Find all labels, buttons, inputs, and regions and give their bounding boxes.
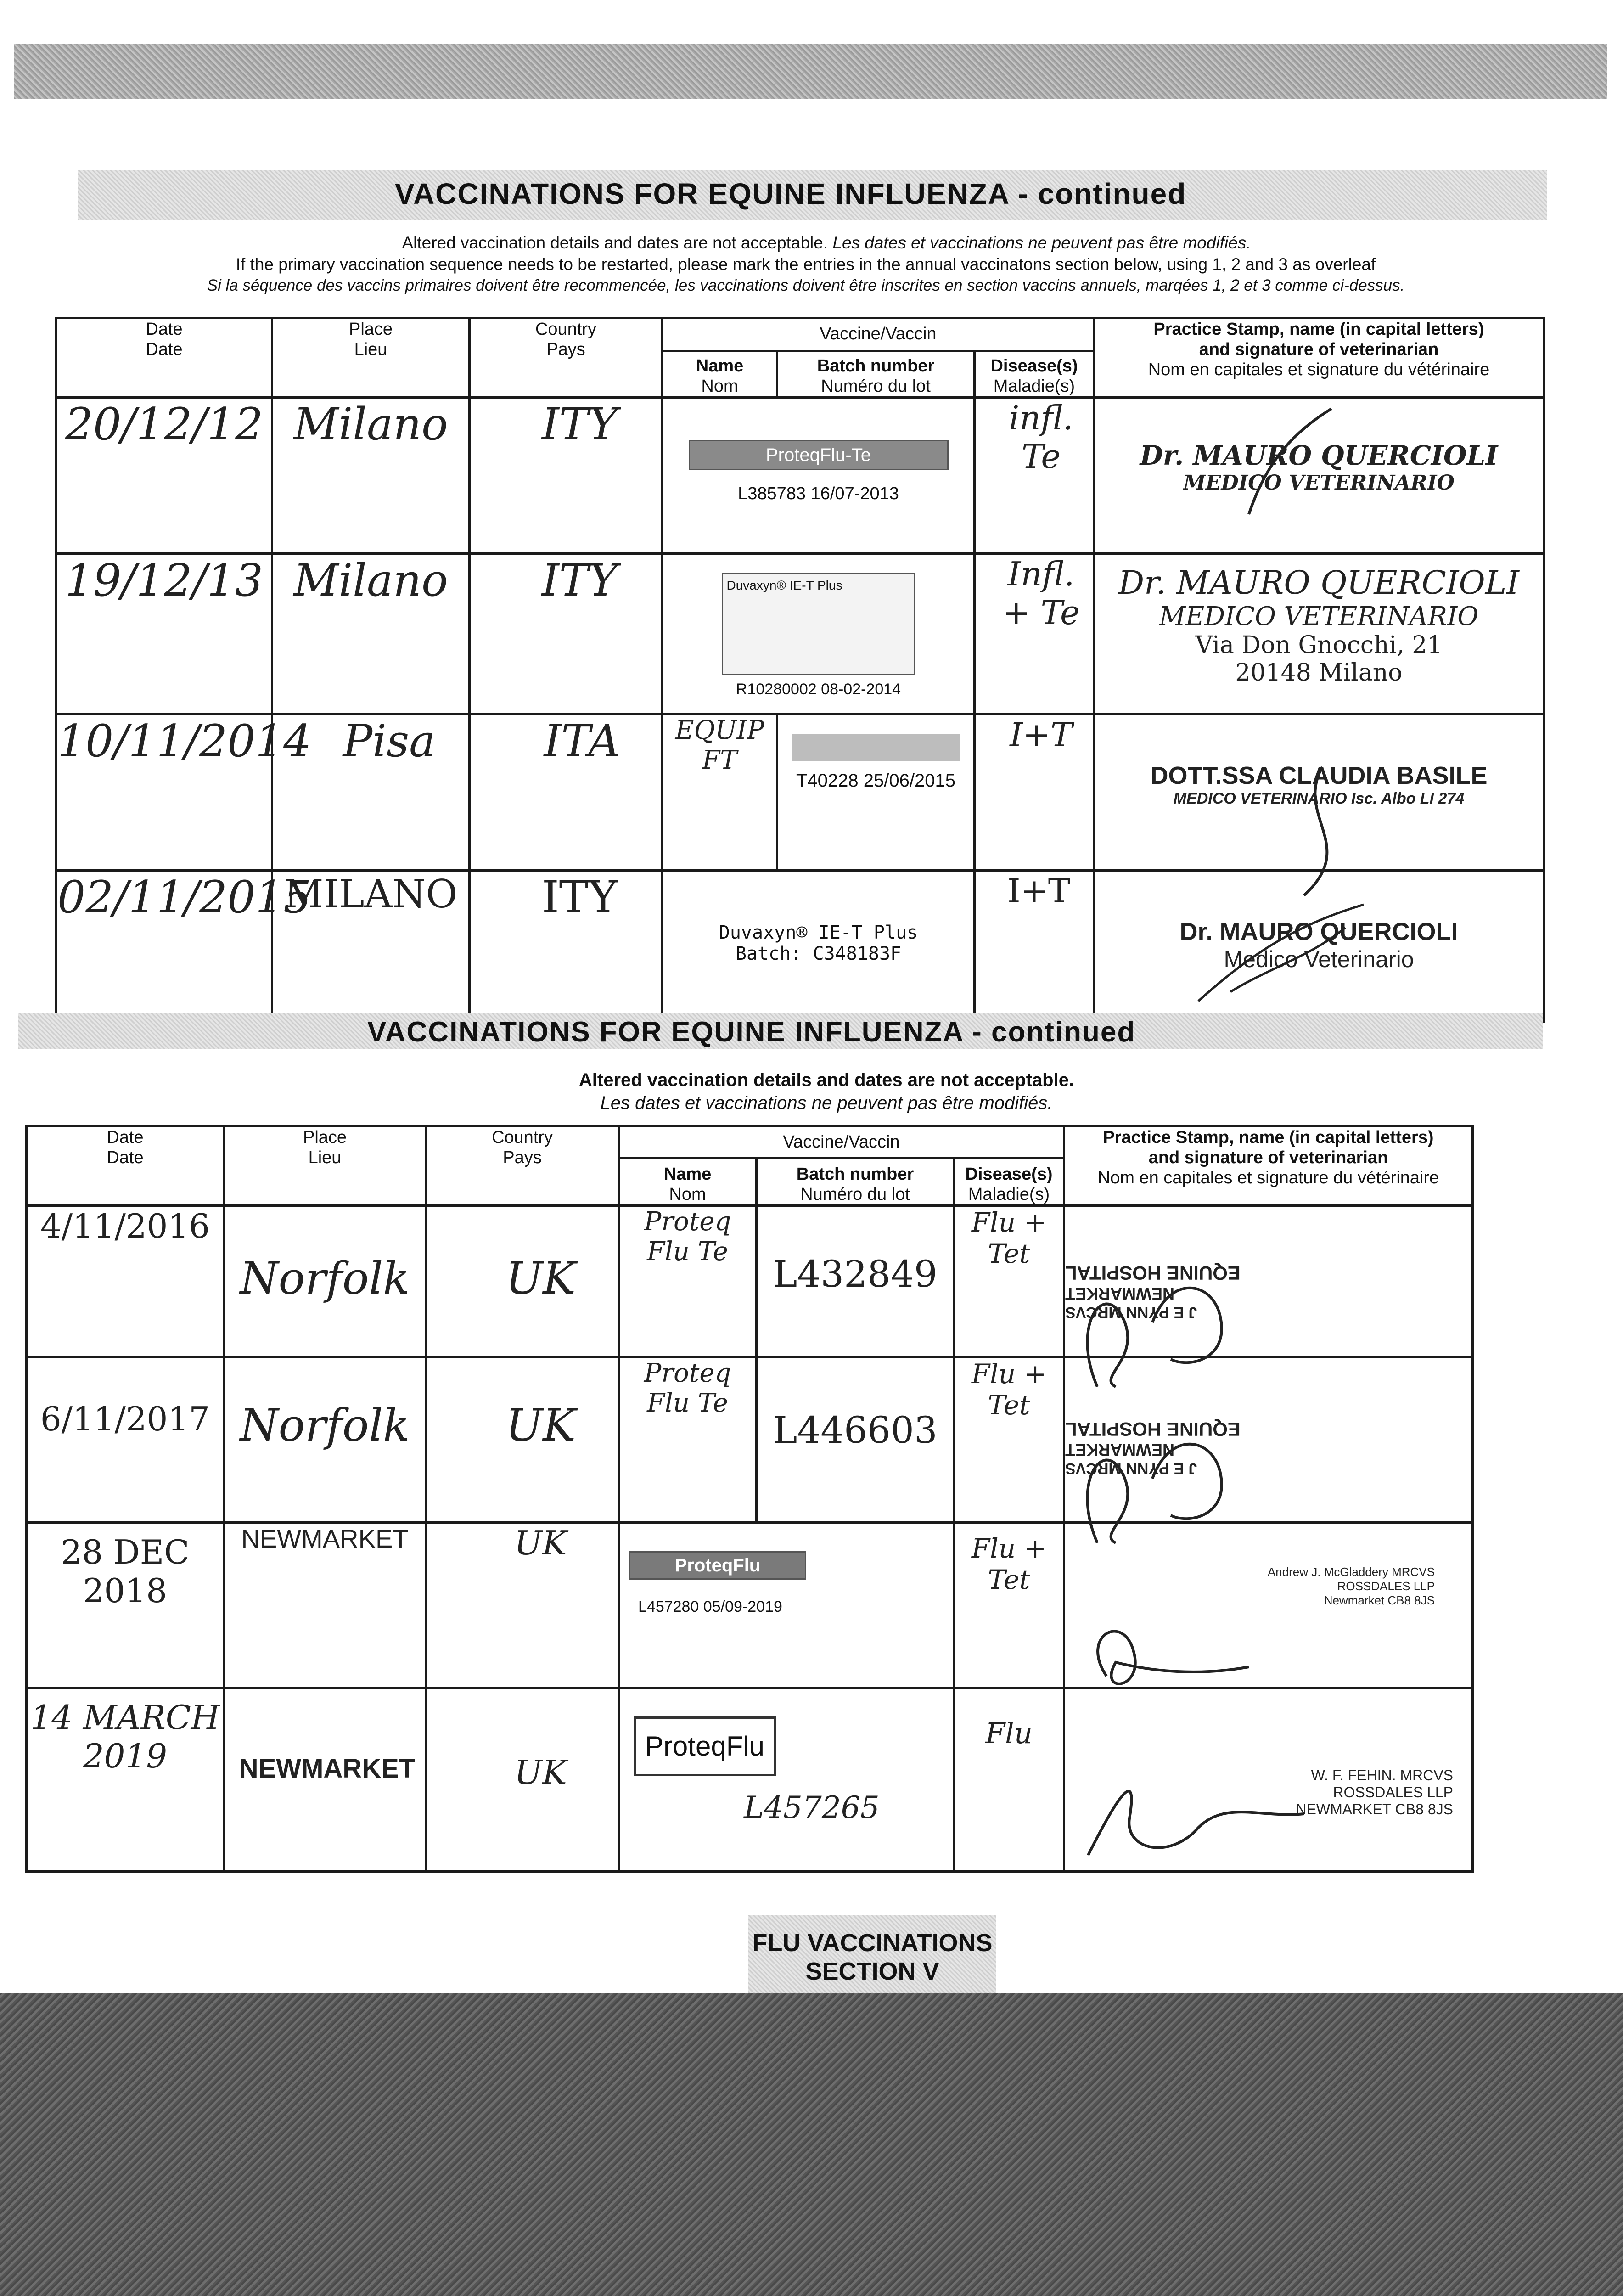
row-date: 4/11/2016	[27, 1206, 224, 1357]
row-country: ITY	[470, 554, 663, 715]
top-section-heading: VACCINATIONS FOR EQUINE INFLUENZA - continued	[395, 177, 1187, 210]
header-disease: Disease(s) Maladie(s)	[975, 351, 1094, 398]
footer-line-2: SECTION V	[805, 1958, 939, 1985]
row-place: Norfolk	[224, 1357, 426, 1523]
batch-label: T40228 25/06/2015	[796, 771, 955, 791]
row-stamp: EQUINE HOSPITAL NEWMARKET J E PYNN MRCVS	[1064, 1357, 1473, 1523]
bottom-note-2: Les dates et vaccinations ne peuvent pas être modifiés.	[600, 1093, 1053, 1113]
row-stamp: Dr. MAURO QUERCIOLI MEDICO VETERINARIO Via Don Gnocchi, 21 20148 Milano	[1094, 554, 1544, 715]
header-name: Name Nom	[619, 1159, 757, 1206]
header-batch: Batch number Numéro du lot	[777, 351, 975, 398]
row-disease: Flu + Tet	[954, 1523, 1064, 1688]
signature-bottom-row2	[1070, 1424, 1253, 1552]
row-country: UK	[426, 1688, 619, 1872]
row-date: 6/11/2017	[27, 1357, 224, 1523]
row-country: UK	[426, 1523, 619, 1688]
header-practice-stamp: Practice Stamp, name (in capital letters) and signature of veterinarian Nom en capitales et signature du vétérinaire	[1064, 1126, 1473, 1206]
row-stamp: Dr. MAURO QUERCIOLI MEDICO VETERINARIO	[1094, 398, 1544, 554]
top-note-1-en: Altered vaccination details and dates are not acceptable.	[402, 233, 828, 252]
row-country: UK	[426, 1206, 619, 1357]
header-country: Country Pays	[426, 1126, 619, 1206]
table-row	[56, 554, 1544, 715]
row-country: ITY	[470, 871, 663, 1022]
row-place: MILANO	[272, 871, 470, 1022]
row-disease: Flu + Tet	[954, 1206, 1064, 1357]
header-practice-stamp: Practice Stamp, name (in capital letters) and signature of veterinarian Nom en capitales et signature du vétérinaire	[1094, 318, 1544, 398]
row-date: 10/11/2014	[56, 715, 272, 871]
footer-line-1: FLU VACCINATIONS	[752, 1929, 993, 1957]
header-vaccine: Vaccine/Vaccin	[663, 318, 1094, 351]
header-country: Country Pays	[470, 318, 663, 398]
row-batch	[777, 715, 975, 871]
row-date: 19/12/13	[56, 554, 272, 715]
header-date: Date Date	[56, 318, 272, 398]
bottom-section-heading: VACCINATIONS FOR EQUINE INFLUENZA - continued	[367, 1016, 1136, 1048]
row-vaccine-label	[619, 1523, 954, 1688]
bottom-note-1: Altered vaccination details and dates are not acceptable.	[578, 1070, 1074, 1090]
table-row	[27, 1523, 1473, 1688]
row-disease: infl. Te	[975, 398, 1094, 554]
row-disease: I+T	[975, 871, 1094, 1022]
row-country: ITY	[470, 398, 663, 554]
row-date: 14 MARCH 2019	[27, 1688, 224, 1872]
row-stamp: Dr. MAURO QUERCIOLI Medico Veterinario	[1094, 871, 1544, 1022]
header-name: Name Nom	[663, 351, 777, 398]
batch-label: L457265	[744, 1790, 880, 1825]
row-disease: I+T	[975, 715, 1094, 871]
row-country: ITA	[470, 715, 663, 871]
signature-bottom-row1	[1070, 1267, 1253, 1396]
table-row	[27, 1357, 1473, 1523]
row-place: Milano	[272, 554, 470, 715]
row-vaccine-label	[663, 871, 975, 1022]
signature-row4	[1194, 900, 1368, 1010]
row-stamp: W. F. FEHIN. MRCVS ROSSDALES LLP NEWMARKET CB8 8JS	[1064, 1688, 1473, 1872]
header-place: Place Lieu	[272, 318, 470, 398]
row-vaccine-label	[663, 554, 975, 715]
table-row	[27, 1206, 1473, 1357]
signature-row3	[1276, 762, 1368, 900]
row-vaccine-name: Proteq Flu Te	[619, 1357, 757, 1523]
header-date: Date Date	[27, 1126, 224, 1206]
top-note-2: If the primary vaccination sequence needs to be restarted, please mark the entries in the annual vaccinatons section below, using 1, 2 and 3 as overleaf	[236, 255, 1376, 274]
top-note-1-fr: Les dates et vaccinations ne peuvent pas être modifiés.	[832, 233, 1251, 252]
row-place: Pisa	[272, 715, 470, 871]
batch-label: R10280002 08-02-2014	[736, 681, 901, 698]
header-place: Place Lieu	[224, 1126, 426, 1206]
row-stamp: Andrew J. McGladdery MRCVS ROSSDALES LLP Newmarket CB8 8JS	[1064, 1523, 1473, 1688]
header-disease: Disease(s) Maladie(s)	[954, 1159, 1064, 1206]
row-stamp: DOTT.SSA CLAUDIA BASILE MEDICO VETERINARIO Isc. Albo LI 274	[1094, 715, 1544, 871]
vaccine-stamp: ProteqFlu	[634, 1716, 776, 1776]
header-vaccine: Vaccine/Vaccin	[619, 1126, 1064, 1159]
vaccine-label: Duvaxyn® IE-T Plus	[719, 922, 918, 943]
row-place: Norfolk	[224, 1206, 426, 1357]
row-vaccine-label	[663, 398, 975, 554]
vaccine-sticker: ProteqFlu	[629, 1551, 806, 1580]
top-note-1	[138, 233, 1515, 253]
row-vaccine-name: EQUIP FT	[663, 715, 777, 871]
row-batch: L446603	[757, 1357, 954, 1523]
row-place: NEWMARKET	[224, 1688, 426, 1872]
row-date: 02/11/2015	[56, 871, 272, 1022]
row-country: UK	[426, 1357, 619, 1523]
row-disease: Infl. + Te	[975, 554, 1094, 715]
batch-label: Batch: C348183F	[735, 943, 902, 964]
header-batch: Batch number Numéro du lot	[757, 1159, 954, 1206]
top-note-3: Si la séquence des vaccins primaires doivent être recommencée, les vaccinations doivent être inscrites en section vaccins annuels, marqées 1, 2 et 3 comme ci-dessus.	[207, 276, 1405, 294]
batch-label: L457280 05/09-2019	[638, 1598, 782, 1615]
signature-bottom-row3	[1079, 1607, 1253, 1699]
row-disease: Flu	[954, 1688, 1064, 1872]
signature-bottom-row4	[1079, 1745, 1309, 1864]
row-vaccine-label	[619, 1688, 954, 1872]
row-batch: L432849	[757, 1206, 954, 1357]
batch-sticker-stripe	[792, 734, 960, 761]
vaccine-sticker: ProteqFlu-Te	[689, 440, 949, 470]
bottom-scan-band	[0, 1993, 1623, 2296]
signature-row1	[1240, 404, 1341, 523]
row-disease: Flu + Tet	[954, 1357, 1064, 1523]
row-stamp: EQUINE HOSPITAL NEWMARKET J E PYNN MRCVS	[1064, 1206, 1473, 1357]
row-place: Milano	[272, 398, 470, 554]
vaccine-sticker: Duvaxyn® IE-T Plus	[722, 573, 915, 675]
row-date: 20/12/12	[56, 398, 272, 554]
batch-label: L385783 16/07-2013	[738, 484, 899, 503]
top-scan-band	[14, 44, 1607, 99]
row-date: 28 DEC 2018	[27, 1523, 224, 1688]
row-place: NEWMARKET	[224, 1523, 426, 1688]
row-vaccine-name: Proteq Flu Te	[619, 1206, 757, 1357]
